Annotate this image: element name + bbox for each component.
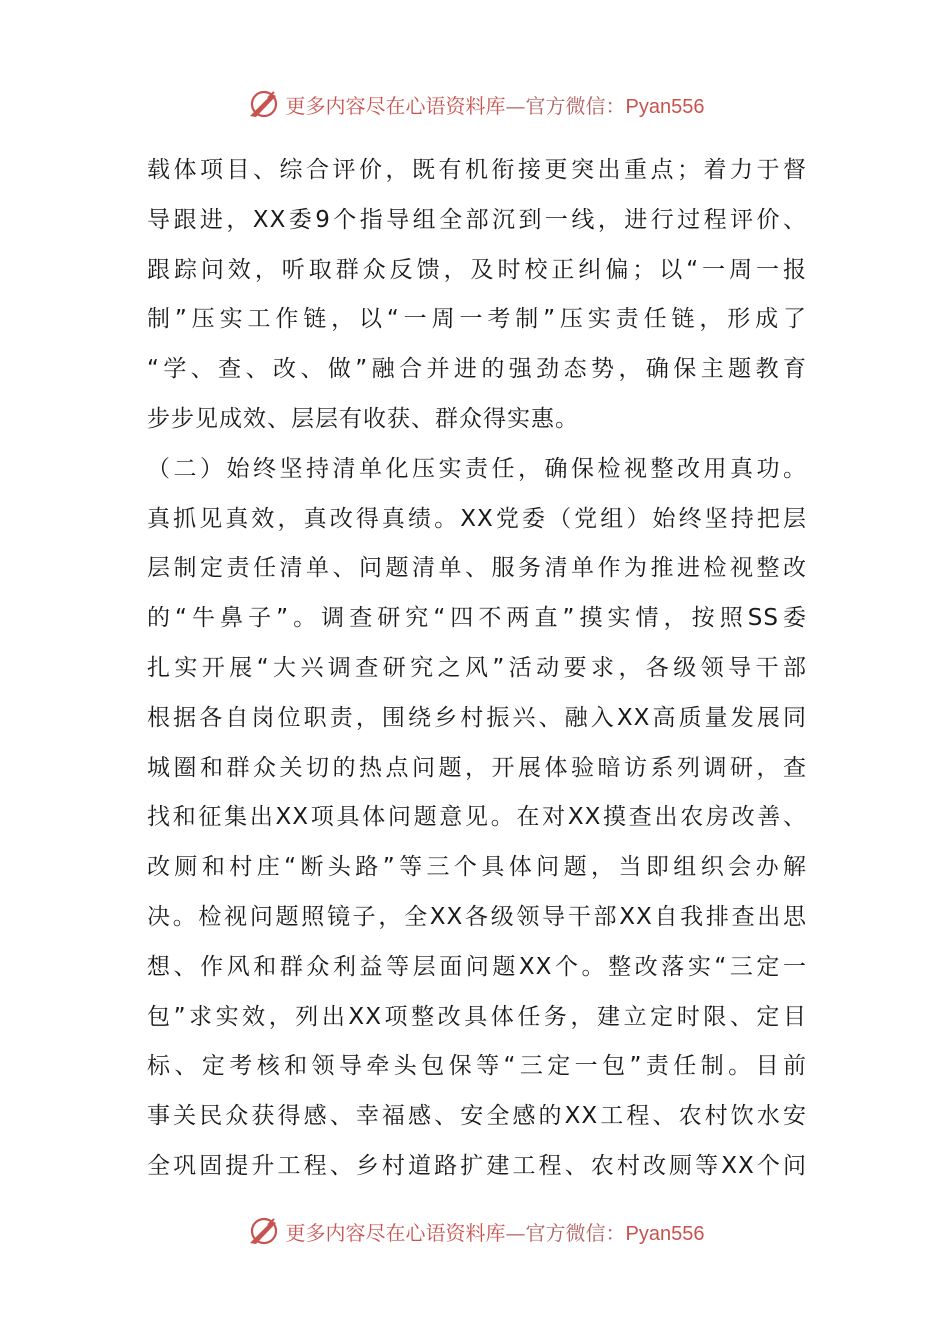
header-watermark-banner — [0, 84, 950, 124]
body-line: 包”求实效，列出XX项整改具体任务，建立定时限、定目 — [147, 1003, 807, 1030]
banner-text-part1: 更多内容尽在心语资料库 — [285, 93, 506, 118]
body-line: 的“牛鼻子”。调查研究“四不两直”摸实情，按照SS委 — [147, 605, 807, 632]
body-line: 步步见成效、层层有收获、群众得实惠。 — [147, 405, 579, 432]
pen-circle-logo-icon — [246, 1213, 282, 1249]
banner-text-part3: Pyan556 — [625, 1222, 705, 1245]
banner-text-part2: —官方微信： — [505, 1220, 626, 1245]
document-body — [147, 146, 807, 1192]
body-line: 找和征集出XX项具体问题意见。在对XX摸查出农房改善、 — [147, 804, 807, 831]
banner-text — [286, 1217, 705, 1246]
body-line: 导跟进，XX委9个指导组全部沉到一线，进行过程评价、 — [147, 206, 807, 233]
banner-text-part3: Pyan556 — [625, 95, 705, 118]
body-line: 决。检视问题照镜子，全XX各级领导干部XX自我排查出思 — [147, 903, 807, 930]
body-line: 载体项目、综合评价，既有机衔接更突出重点；着力于督 — [147, 157, 807, 183]
body-line: 事关民众获得感、幸福感、安全感的XX工程、农村饮水安 — [147, 1103, 807, 1130]
body-line: 改厕和村庄“断头路”等三个具体问题，当即组织会办解 — [147, 854, 807, 881]
section-heading: （二）始终坚持清单化压实责任，确保检视整改用真功。 — [147, 455, 807, 482]
body-line: 制”压实工作链，以“一周一考制”压实责任链，形成了 — [147, 306, 807, 333]
body-line: 扎实开展“大兴调查研究之风”活动要求，各级领导干部 — [147, 654, 807, 681]
body-line: 标、定考核和领导牵头包保等“三定一包”责任制。目前 — [147, 1053, 807, 1080]
body-line: 层制定责任清单、问题清单、服务清单作为推进检视整改 — [147, 555, 807, 582]
body-line: 跟踪问效，听取群众反馈，及时校正纠偏；以“一周一报 — [147, 256, 807, 283]
body-line: 城圈和群众关切的热点问题，开展体验暗访系列调研，查 — [147, 754, 807, 781]
body-line: 根据各自岗位职责，围绕乡村振兴、融入XX高质量发展同 — [147, 704, 807, 731]
body-line: 全巩固提升工程、乡村道路扩建工程、农村改厕等XX个问 — [147, 1152, 807, 1179]
banner-text — [286, 90, 705, 119]
body-line: 想、作风和群众利益等层面问题XX个。整改落实“三定一 — [147, 953, 807, 980]
body-line: 真抓见真效，真改得真绩。XX党委（党组）始终坚持把层 — [147, 505, 807, 532]
banner-text-part2: —官方微信： — [505, 93, 626, 118]
banner-text-part1: 更多内容尽在心语资料库 — [285, 1220, 506, 1245]
pen-circle-logo-icon — [246, 86, 282, 122]
body-line: “学、查、改、做”融合并进的强劲态势，确保主题教育 — [147, 356, 807, 383]
footer-watermark-banner — [0, 1211, 950, 1251]
